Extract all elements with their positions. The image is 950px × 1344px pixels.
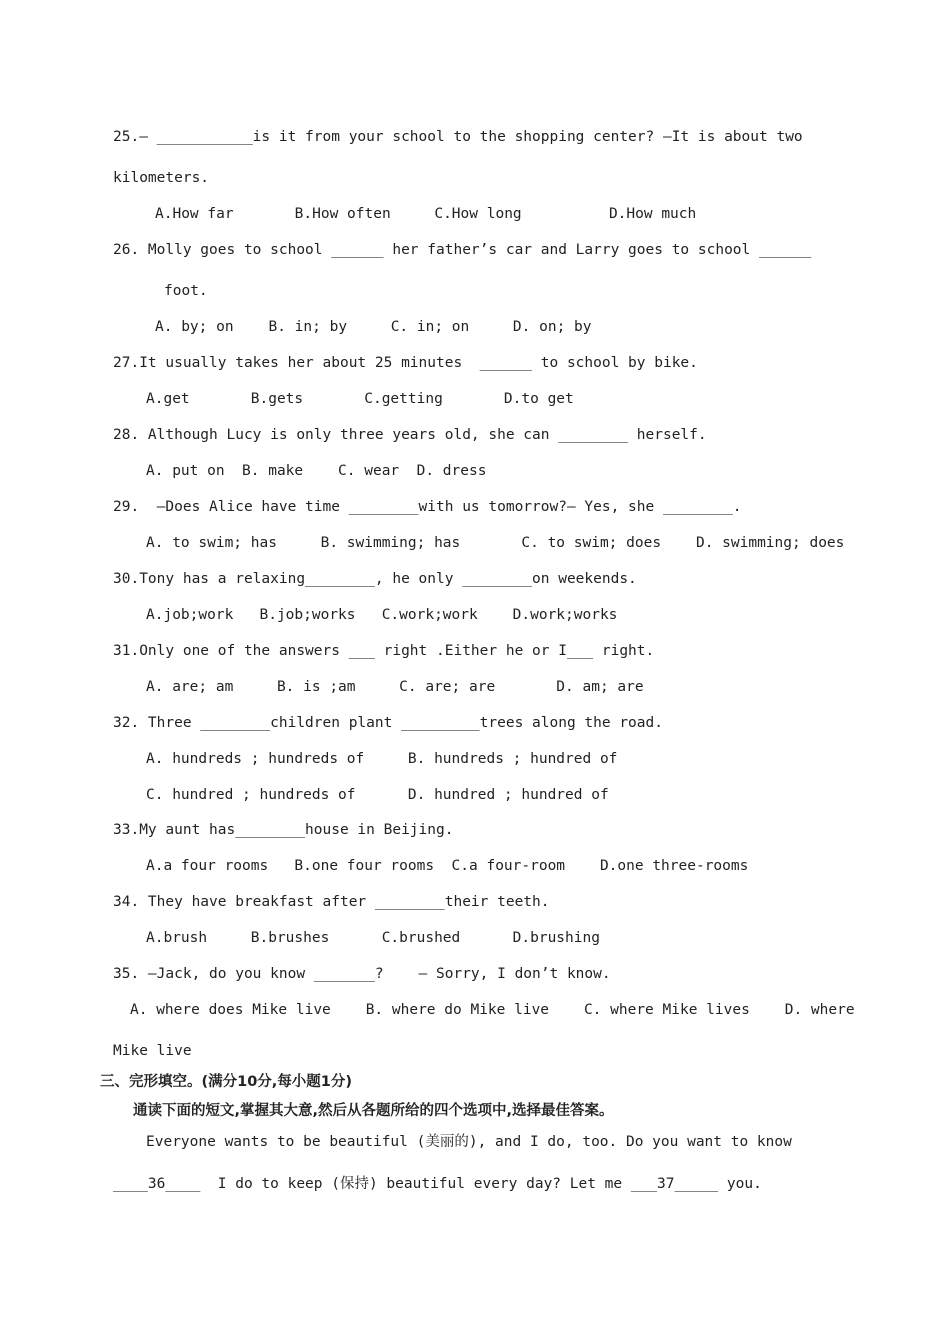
q25-stem: 25.— ___________is it from your school to the shopping center? —It is about two (113, 129, 803, 145)
section-heading: 三、完形填空。(满分10分,每小题1分) (100, 1074, 353, 1090)
q32-stem: 32. Three ________children plant _________trees along the road. (113, 715, 663, 731)
q33-stem: 33.My aunt has________house in Beijing. (113, 822, 454, 838)
q29-stem: 29. —Does Alice have time ________with us tomorrow?— Yes, she ________. (113, 499, 742, 515)
q25-options: A.How far B.How often C.How long D.How much (155, 206, 697, 222)
q27-stem: 27.It usually takes her about 25 minutes ______ to school by bike. (113, 355, 698, 371)
section-instructions: 通读下面的短文,掌握其大意,然后从各题所给的四个选项中,选择最佳答案。 (133, 1103, 614, 1119)
q33-options: A.a four rooms B.one four rooms C.a four-room D.one three-rooms (146, 858, 749, 874)
q31-stem: 31.Only one of the answers ___ right .Either he or I___ right. (113, 643, 655, 659)
q35-stem: 35. —Jack, do you know _______? — Sorry, I don’t know. (113, 966, 611, 982)
q32-options-ab: A. hundreds ; hundreds of B. hundreds ; hundred of (146, 751, 618, 767)
q35-options-cont: Mike live (113, 1043, 192, 1059)
q34-stem: 34. They have breakfast after ________their teeth. (113, 894, 550, 910)
q32-options-cd: C. hundred ; hundreds of D. hundred ; hundred of (146, 787, 609, 803)
passage-line-2: ____36____ I do to keep (保持) beautiful every day? Let me ___37_____ you. (113, 1176, 762, 1192)
q26-stem-cont: foot. (164, 283, 208, 299)
q26-stem: 26. Molly goes to school ______ her father’s car and Larry goes to school ______ (113, 242, 812, 258)
passage-line-1: Everyone wants to be beautiful (美丽的), and I do, too. Do you want to know (146, 1134, 792, 1150)
q29-options: A. to swim; has B. swimming; has C. to swim; does D. swimming; does (146, 535, 845, 551)
q26-options: A. by; on B. in; by C. in; on D. on; by (155, 319, 592, 335)
q27-options: A.get B.gets C.getting D.to get (146, 391, 574, 407)
q30-options: A.job;work B.job;works C.work;work D.work;works (146, 607, 618, 623)
q28-options: A. put on B. make C. wear D. dress (146, 463, 487, 479)
q35-options: A. where does Mike live B. where do Mike live C. where Mike lives D. where (130, 1002, 855, 1018)
q31-options: A. are; am B. is ;am C. are; are D. am; are (146, 679, 644, 695)
q28-stem: 28. Although Lucy is only three years old, she can ________ herself. (113, 427, 707, 443)
q25-stem-cont: kilometers. (113, 170, 210, 186)
q30-stem: 30.Tony has a relaxing________, he only ________on weekends. (113, 571, 637, 587)
q34-options: A.brush B.brushes C.brushed D.brushing (146, 930, 600, 946)
